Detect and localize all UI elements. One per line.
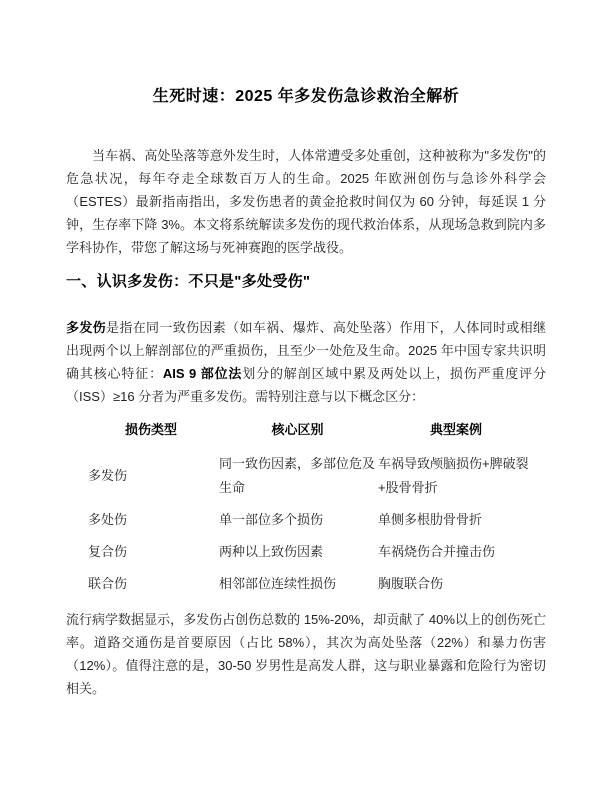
table-cell-difference: 单一部位多个损伤 (219, 512, 324, 527)
intro-paragraph: 当车祸、高处坠落等意外发生时，人体常遭受多处重创，这种被称为"多发伤"的危急状况，每年夺走全球数百万人的生命。2025 年欧洲创伤与急诊外科学会（ESTES）最新指南指出，多发伤患者的黄金抢救时间仅为 60 分钟，每延误 1 分钟，生存率下降 3%。本文将系统解读多发伤的现代救治体系，从现场急救到院内多学科协作，带您了解这场与死神赛跑的医学战役。 (66, 148, 546, 255)
table-header-row (66, 418, 546, 448)
table-cell-difference: 相邻部位连续性损伤 (219, 576, 337, 591)
header-cell-core-difference: 核心区别 (271, 422, 324, 437)
table-cell-type: 联合伤 (88, 576, 128, 591)
definition-term-bold: 多发伤 (66, 320, 107, 335)
table-row (66, 504, 546, 536)
table-cell-difference: 两种以上致伤因素 (219, 544, 324, 559)
definition-text-1: 是指在同一致伤因素（如车祸、爆炸、高处坠落）作用下，人体同时或相继出现两个以上解剖部位的严重损伤，且至少一处危及生命。2025 年中国专家共识明确其核心特征： (66, 320, 546, 381)
table-row (66, 536, 546, 568)
table-cell-case: 车祸烧伤合并撞击伤 (378, 544, 496, 559)
table-row (66, 448, 546, 504)
document-title: 生死时速：2025 年多发伤急诊救治全解析 (152, 88, 460, 105)
table-cell-type: 复合伤 (88, 544, 128, 559)
definition-text-2: 划分的解剖区域中累及两处以上，损伤严重度评分（ISS）≥16 分者为严重多发伤。需特别注意与以下概念区分： (66, 366, 546, 404)
table-cell-type: 多处伤 (88, 512, 128, 527)
table-row (66, 568, 546, 600)
table-cell-case: 单侧多根肋骨骨折 (378, 512, 483, 527)
table-cell-case: 胸腹联合伤 (378, 576, 444, 591)
injury-comparison-table (66, 418, 546, 600)
section-heading: 一、认识多发伤：不只是"多处受伤" (66, 273, 311, 290)
definition-paragraph (66, 316, 546, 408)
table-cell-type: 多发伤 (88, 468, 128, 483)
header-cell-typical-case: 典型案例 (429, 422, 482, 437)
table-cell-case: 车祸导致颅脑损伤+脾破裂+股骨骨折 (378, 456, 529, 495)
ais-term-bold: AIS 9 部位法 (162, 366, 243, 381)
table-cell-difference: 同一致伤因素，多部位危及生命 (219, 456, 376, 495)
header-cell-injury-type: 损伤类型 (124, 422, 177, 437)
epidemiology-paragraph: 流行病学数据显示，多发伤占创伤总数的 15%-20%，却贡献了 40%以上的创伤死亡率。道路交通伤是首要原因（占比 58%），其次为高处坠落（22%）和暴力伤害（12%）。值得注意的是，30-50 岁男性是高发人群，这与职业暴露和危险行为密切相关。 (66, 612, 546, 696)
